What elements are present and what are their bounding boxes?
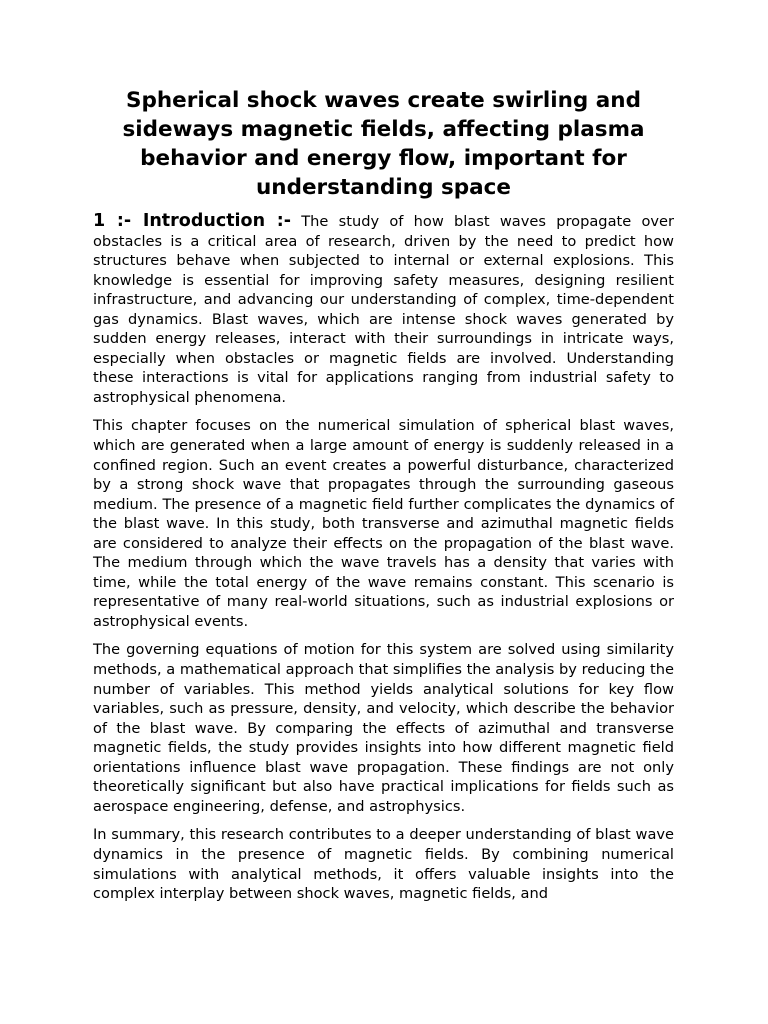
document-title: Spherical shock waves create swirling and sideways magnetic fields, affecting plasma behavior and energy flow, important for understanding space [122, 88, 645, 200]
paragraph: This chapter focuses on the numerical simulation of spherical blast waves, which are generated when a large amount of energy is suddenly released in a confined region. Such an event creates a powerful disturbance, characterized by a strong shock wave that propagates through the surrounding gaseous medium. The presence of a magnetic field further complicates the dynamics of the blast wave. In this study, both transverse and azimuthal magnetic fields are considered to analyze their effects on the propagation of the blast wave. The medium through which the wave travels has a density that varies with time, while the total energy of the wave remains constant. This scenario is representative of many real-world situations, such as industrial explosions or astrophysical events. [93, 417, 674, 630]
section-heading: 1 :- Introduction :- [93, 211, 291, 231]
paragraph-introduction [93, 212, 674, 407]
document-page [93, 86, 674, 904]
paragraph: In summary, this research contributes to a deeper understanding of blast wave dynamics in the presence of magnetic fields. By combining numerical simulations with analytical methods, it offers valuable insights into the complex interplay between shock waves, magnetic fields, and [93, 826, 674, 903]
paragraph: The governing equations of motion for this system are solved using similarity methods, a mathematical approach that simplifies the analysis by reducing the number of variables. This method yields analytical solutions for key flow variables, such as pressure, density, and velocity, which describe the behavior of the blast wave. By comparing the effects of azimuthal and transverse magnetic fields, the study provides insights into how different magnetic field orientations influence blast wave propagation. These findings are not only theoretically significant but also have practical implications for fields such as aerospace engineering, defense, and astrophysics. [93, 641, 674, 815]
paragraph-text: The study of how blast waves propagate over obstacles is a critical area of research, driven by the need to predict how structures behave when subjected to internal or external explosions. This knowledge is essential for improving safety measures, designing resilient infrastructure, and advancing our understanding of complex, time-dependent gas dynamics. Blast waves, which are intense shock waves generated by sudden energy releases, interact with their surroundings in intricate ways, especially when obstacles or magnetic fields are involved. Understanding these interactions is vital for applications ranging from industrial safety to astrophysical phenomena. [93, 213, 674, 406]
